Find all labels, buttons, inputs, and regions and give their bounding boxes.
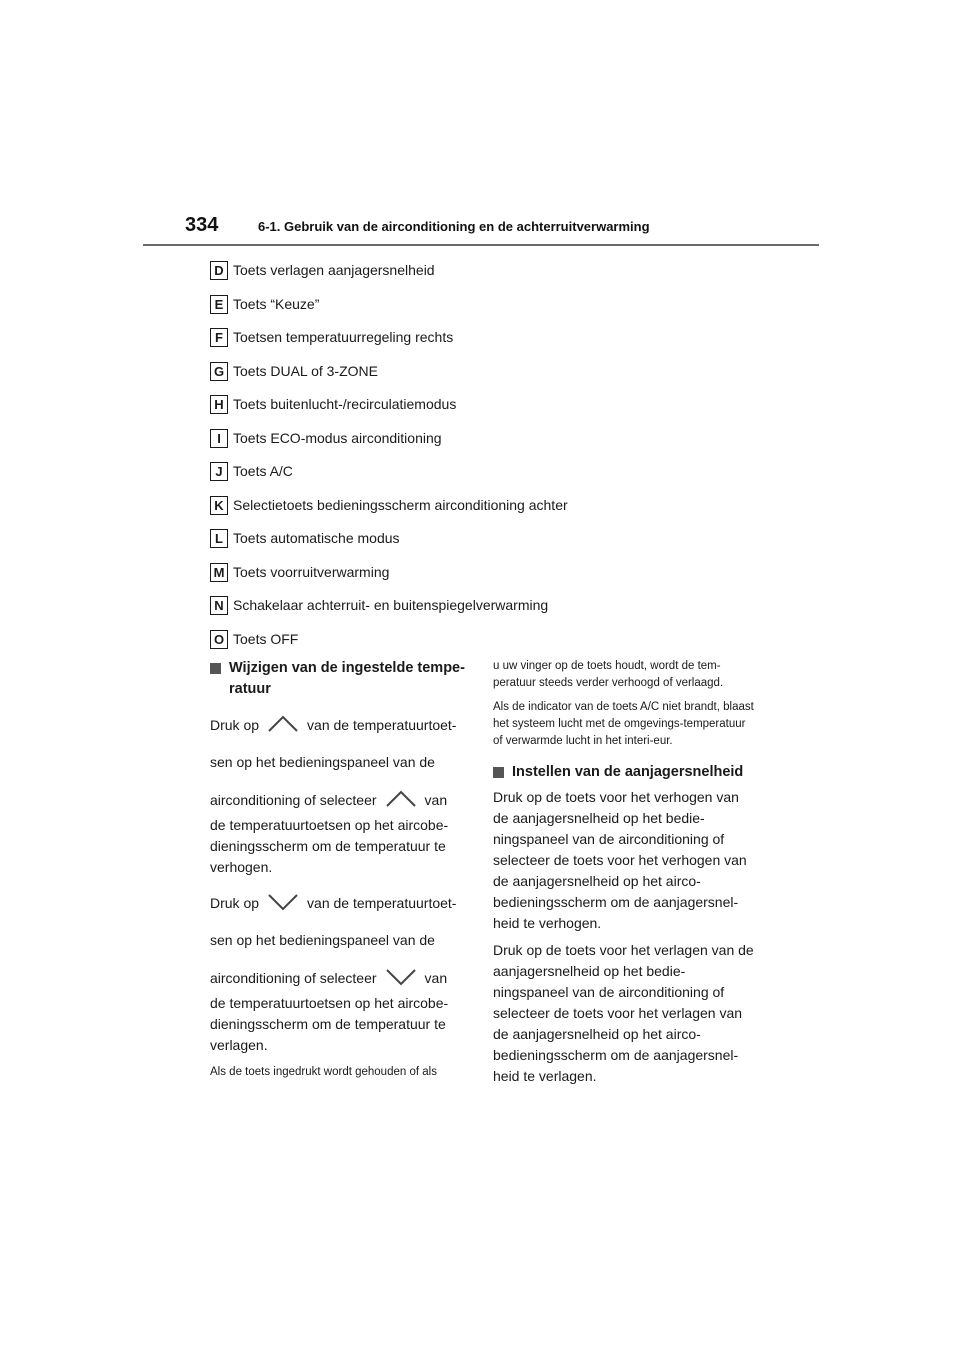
heading-line-2: ratuur bbox=[229, 681, 271, 697]
legend-letter: O bbox=[210, 630, 228, 649]
legend-item bbox=[210, 295, 810, 329]
page-number: 334 bbox=[185, 214, 219, 236]
text: airconditioning of selecteer bbox=[210, 792, 377, 808]
legend-item bbox=[210, 328, 810, 362]
heading-text: Instellen van de aanjagersnelheid bbox=[512, 764, 744, 780]
left-column bbox=[210, 658, 470, 1081]
legend-label: Toets voorruitverwarming bbox=[233, 563, 390, 580]
legend-label: Toets verlagen aanjagersnelheid bbox=[233, 262, 435, 278]
lower-temperature-paragraph bbox=[210, 892, 470, 989]
text: airconditioning of selecteer bbox=[210, 970, 377, 986]
legend-label: Toets DUAL of 3-ZONE bbox=[233, 362, 378, 379]
square-bullet-icon bbox=[210, 663, 221, 674]
legend-letter: I bbox=[210, 429, 228, 448]
legend-label: Selectietoets bedieningsscherm airconditioning achter bbox=[233, 496, 568, 513]
legend-letter: E bbox=[210, 295, 228, 314]
legend-label: Toets ECO-modus airconditioning bbox=[233, 429, 442, 446]
legend-item bbox=[210, 395, 810, 429]
text: van de temperatuurtoet- bbox=[307, 717, 457, 733]
text: van bbox=[424, 792, 448, 808]
text: van de temperatuurtoet- bbox=[307, 895, 457, 911]
legend-letter: M bbox=[210, 563, 228, 582]
lower-temperature-rest: de temperatuurtoetsen op het aircobe-dieningsscherm om de temperatuur te verlagen. bbox=[210, 995, 449, 1053]
hold-note: Als de toets ingedrukt wordt gehouden of als bbox=[210, 1066, 437, 1078]
text: Druk op bbox=[210, 717, 260, 733]
header-divider bbox=[143, 244, 819, 246]
legend-letter: L bbox=[210, 529, 228, 548]
chevron-down-icon bbox=[385, 967, 417, 987]
raise-temperature-rest: de temperatuurtoetsen op het aircobe-dieningsscherm om de temperatuur te verhogen. bbox=[210, 817, 449, 875]
raise-temperature-paragraph bbox=[210, 714, 470, 811]
legend-item bbox=[210, 261, 810, 295]
chevron-up-icon bbox=[385, 789, 417, 809]
legend-letter: G bbox=[210, 362, 228, 381]
heading-line-1: Wijzigen van de ingestelde tempe- bbox=[229, 660, 465, 676]
legend-item bbox=[210, 529, 810, 563]
text: van bbox=[424, 970, 448, 986]
text: sen op het bedieningspaneel van de bbox=[210, 754, 435, 770]
fan-speed-decrease-paragraph: Druk op de toets voor het verlagen van de aanjagersnelheid op het bedie-ningspaneel van de airconditioning of selecteer de toets voor het verlagen van de aanjagersnelheid op het airco-bedieningsscherm om de aanjagersnel-heid te verlagen. bbox=[493, 942, 754, 1084]
legend-letter: N bbox=[210, 596, 228, 615]
legend-letter: K bbox=[210, 496, 228, 515]
chevron-down-icon bbox=[267, 892, 299, 912]
legend-label: Toets A/C bbox=[233, 463, 293, 479]
legend-letter: D bbox=[210, 261, 228, 280]
legend-label: Schakelaar achterruit- en buitenspiegelverwarming bbox=[233, 597, 549, 613]
legend-label: Toets “Keuze” bbox=[233, 295, 320, 312]
legend-item bbox=[210, 496, 810, 530]
legend-list bbox=[210, 261, 810, 663]
section-heading-temperature bbox=[210, 658, 470, 700]
hold-note-continued: u uw vinger op de toets houdt, wordt de tem-peratuur steeds verder verhoogd of verlaagd. bbox=[493, 660, 724, 689]
right-column bbox=[493, 658, 755, 1087]
section-title: 6-1. Gebruik van de airconditioning en de achterruitverwarming bbox=[258, 219, 650, 234]
ac-indicator-note: Als de indicator van de toets A/C niet brandt, blaast het systeem lucht met de omgevings-temperatuur of verwarmde lucht in het interi-eur. bbox=[493, 701, 754, 747]
square-bullet-icon bbox=[493, 767, 504, 778]
chevron-up-icon bbox=[267, 714, 299, 734]
text: Druk op bbox=[210, 895, 260, 911]
legend-item bbox=[210, 462, 810, 496]
legend-letter: J bbox=[210, 462, 228, 481]
legend-item bbox=[210, 596, 810, 630]
legend-label: Toets automatische modus bbox=[233, 530, 400, 546]
legend-label: Toets buitenlucht-/recirculatiemodus bbox=[233, 396, 457, 412]
legend-item bbox=[210, 563, 810, 597]
section-heading-fan-speed bbox=[493, 762, 755, 783]
text: sen op het bedieningspaneel van de bbox=[210, 932, 435, 948]
legend-label: Toetsen temperatuurregeling rechts bbox=[233, 329, 454, 345]
legend-item bbox=[210, 362, 810, 396]
legend-item bbox=[210, 429, 810, 463]
legend-letter: H bbox=[210, 395, 228, 414]
legend-letter: F bbox=[210, 328, 228, 347]
fan-speed-increase-paragraph: Druk op de toets voor het verhogen van de aanjagersnelheid op het bedie-ningspaneel van de airconditioning of selecteer de toets voor het verhogen van de aanjagersnelheid op het airco-bedieningsscherm om de aanjagersnel-heid te verhogen. bbox=[493, 789, 747, 931]
legend-label: Toets OFF bbox=[233, 630, 299, 647]
